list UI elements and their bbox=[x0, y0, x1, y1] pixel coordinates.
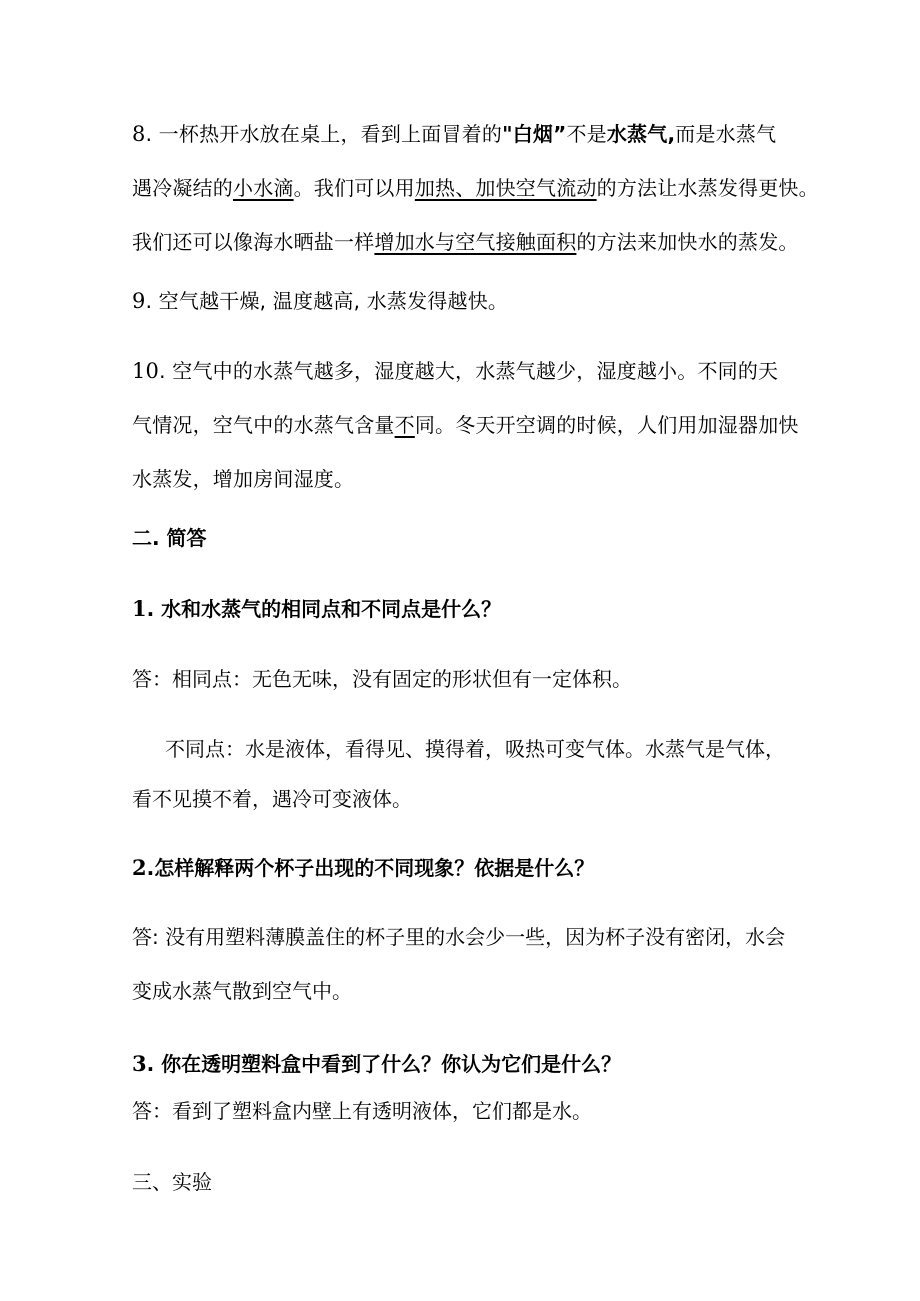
item-text: 的方法让水蒸发得更快。 bbox=[596, 176, 819, 200]
item-8-line-3 bbox=[132, 215, 812, 269]
answer-2-line-1: 答: 没有用塑料薄膜盖住的杯子里的水会少一些，因为杯子没有密闭，水会 bbox=[132, 925, 786, 949]
item-text: . 空气中的水蒸气越多，湿度越大，水蒸气越少，湿度越小。不同的天 bbox=[159, 359, 779, 383]
item-9 bbox=[132, 274, 812, 328]
item-number: 10 bbox=[132, 359, 160, 383]
answer-2 bbox=[132, 910, 785, 1018]
item-8 bbox=[132, 107, 819, 269]
section-2-title: 二. 简答 bbox=[132, 526, 207, 550]
question-number: 2 bbox=[132, 855, 147, 880]
item-10 bbox=[132, 344, 812, 506]
item-text: 遇冷凝结的 bbox=[132, 176, 233, 200]
question-2 bbox=[132, 853, 594, 883]
underlined-answer: 增加水与空气接触面积 bbox=[374, 230, 577, 254]
item-text: 同。冬天开空调的时候，人们用加湿器加快 bbox=[414, 413, 799, 437]
emphasis-text: 水蒸气, bbox=[606, 122, 676, 146]
question-text: .怎样解释两个杯子出现的不同现象？依据是什么？ bbox=[146, 856, 595, 880]
answer-1-line-1: 答：相同点：无色无味，没有固定的形状但有一定体积。 bbox=[132, 667, 632, 691]
underlined-answer: 不 bbox=[394, 413, 415, 437]
item-10-line-3 bbox=[132, 452, 812, 506]
item-text: 而是水蒸气 bbox=[675, 122, 777, 146]
item-8-line-2 bbox=[132, 161, 819, 215]
item-number: 8 bbox=[132, 122, 146, 146]
item-text: 。我们可以用 bbox=[293, 176, 415, 200]
item-text: 不是 bbox=[566, 122, 607, 146]
question-text: . 你在透明塑料盒中看到了什么？你认为它们是什么？ bbox=[146, 1052, 622, 1076]
question-text: . 水和水蒸气的相同点和不同点是什么？ bbox=[146, 597, 502, 621]
answer-1-line-3: 看不见摸不着，遇冷可变液体。 bbox=[132, 787, 412, 811]
item-8-line-1 bbox=[132, 107, 812, 161]
answer-1-cont bbox=[132, 772, 412, 826]
item-text: 我们还可以像海水晒盐一样 bbox=[132, 230, 375, 254]
question-number: 1 bbox=[132, 596, 147, 621]
item-text: . 一杯热开水放在桌上，看到上面冒着的 bbox=[145, 122, 503, 146]
item-number: 9 bbox=[132, 289, 146, 313]
answer-2-line-2: 变成水蒸气散到空气中。 bbox=[132, 979, 352, 1003]
item-text: 的方法来加快水的蒸发。 bbox=[576, 230, 799, 254]
question-number: 3 bbox=[132, 1051, 147, 1076]
section-3-title: 三、实验 bbox=[132, 1170, 212, 1194]
item-text: 气情况，空气中的水蒸气含量 bbox=[132, 413, 395, 437]
question-1 bbox=[132, 594, 501, 624]
item-10-line-1 bbox=[132, 344, 812, 398]
item-10-line-2 bbox=[132, 398, 812, 452]
underlined-answer: 加热、加快空气流动 bbox=[414, 176, 597, 200]
item-9-line-1 bbox=[132, 274, 812, 328]
underlined-answer: 小水滴 bbox=[233, 176, 294, 200]
question-3 bbox=[132, 1049, 621, 1079]
answer-3-line-1: 答：看到了塑料盒内壁上有透明液体，它们都是水。 bbox=[132, 1099, 592, 1123]
answer-1 bbox=[132, 652, 632, 706]
item-text: 水蒸发，增加房间湿度。 bbox=[132, 467, 355, 491]
answer-1-line-2: 不同点：水是液体，看得见、摸得着，吸热可变气体。水蒸气是气体， bbox=[165, 737, 785, 761]
emphasis-text: "白烟” bbox=[502, 122, 567, 146]
item-text: . 空气越干燥, 温度越高, 水蒸发得越快。 bbox=[145, 289, 509, 313]
answer-3 bbox=[132, 1084, 592, 1138]
answer-1-diff bbox=[165, 722, 785, 776]
